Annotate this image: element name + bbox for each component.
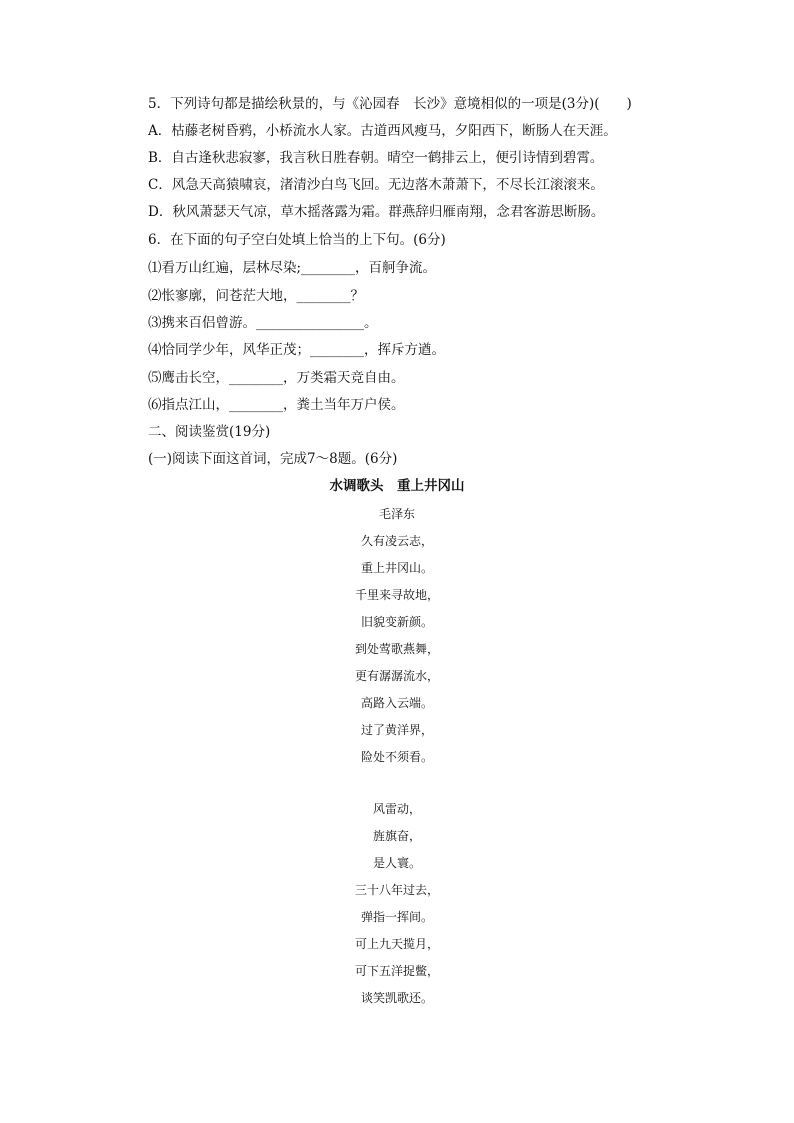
poem-line: 风雷动， bbox=[372, 802, 421, 816]
poem-line: 可下五洋捉鳖， bbox=[354, 964, 439, 978]
question-6-item-1: ⑴看万山红遍，层林尽染;________，百舸争流。 bbox=[148, 260, 437, 276]
poem-line: 可上九天揽月， bbox=[354, 937, 439, 951]
subsection-heading: (一)阅读下面这首词，完成7～8题。(6分) bbox=[148, 451, 398, 467]
poem-author: 毛泽东 bbox=[378, 507, 415, 521]
poem-line: 高路入云端。 bbox=[360, 696, 433, 710]
poem-line: 更有潺潺流水， bbox=[354, 669, 439, 683]
question-5-stem: 5．下列诗句都是描绘秋景的，与《沁园春 长沙》意境相似的一项是(3分)( ) bbox=[148, 96, 632, 112]
poem-line: 是人寰。 bbox=[372, 856, 421, 870]
poem-line: 险处不须看。 bbox=[360, 750, 433, 764]
question-5-option-c: C．风急天高猿啸哀，渚清沙白鸟飞回。无边落木萧萧下，不尽长江滚滚来。 bbox=[148, 177, 604, 193]
question-6-stem: 6．在下面的句子空白处填上恰当的上下句。(6分) bbox=[148, 232, 446, 248]
poem-line: 旌旗奋， bbox=[372, 829, 421, 843]
section-heading: 二、阅读鉴赏(19分) bbox=[148, 424, 271, 440]
poem-line: 千里来寻故地， bbox=[354, 588, 439, 602]
poem-line: 到处莺歌燕舞， bbox=[354, 642, 439, 656]
question-5-option-b: B．自古逢秋悲寂寥，我言秋日胜春朝。晴空一鹤排云上，便引诗情到碧霄。 bbox=[148, 150, 604, 166]
question-5-option-a: A．枯藤老树昏鸦，小桥流水人家。古道西风瘦马，夕阳西下，断肠人在天涯。 bbox=[148, 123, 617, 139]
poem-line: 过了黄洋界， bbox=[360, 723, 433, 737]
poem-line: 久有凌云志， bbox=[360, 534, 433, 548]
poem-line: 重上井冈山。 bbox=[360, 561, 433, 575]
question-6-item-5: ⑸鹰击长空，________，万类霜天竞自由。 bbox=[148, 370, 405, 386]
question-6-item-3: ⑶携来百侣曾游。________________。 bbox=[148, 315, 378, 331]
poem-line: 弹指一挥间。 bbox=[360, 910, 433, 924]
question-6-item-4: ⑷恰同学少年，风华正茂；________，挥斥方遒。 bbox=[148, 342, 445, 358]
poem-line: 旧貌变新颜。 bbox=[360, 615, 433, 629]
poem-title: 水调歌头 重上井冈山 bbox=[329, 478, 465, 494]
poem-line: 谈笑凯歌还。 bbox=[360, 991, 433, 1005]
question-6-item-6: ⑹指点江山，________，粪土当年万户侯。 bbox=[148, 397, 405, 413]
poem-line: 三十八年过去， bbox=[354, 883, 439, 897]
question-6-item-2: ⑵怅寥廓，问苍茫大地，________？ bbox=[148, 288, 364, 304]
question-5-option-d: D．秋风萧瑟天气凉，草木摇落露为霜。群燕辞归雁南翔，念君客游思断肠。 bbox=[148, 204, 605, 220]
